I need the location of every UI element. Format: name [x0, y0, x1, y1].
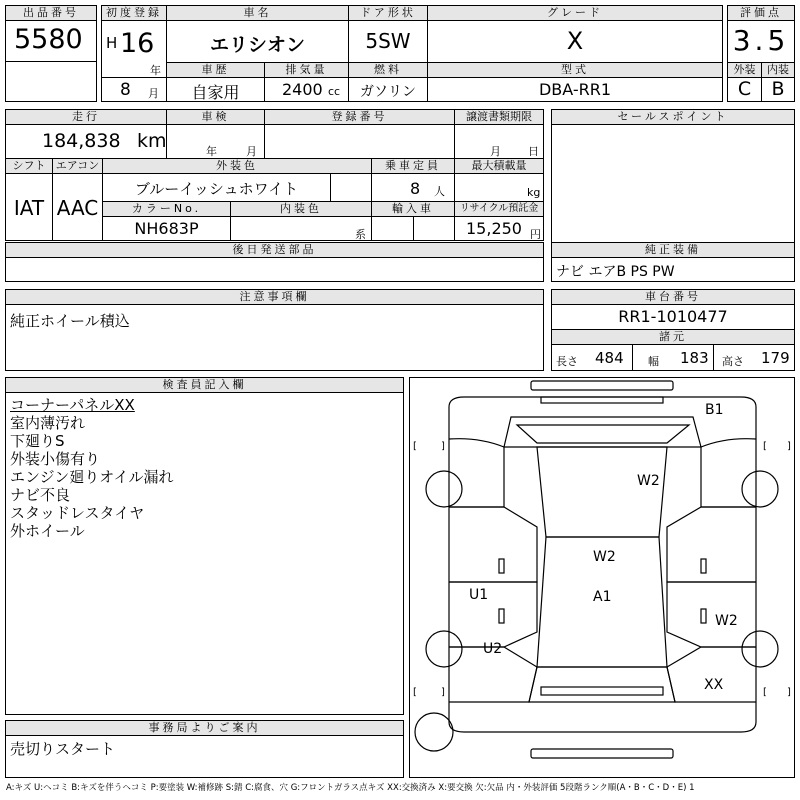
bracket-right-top-close: ] — [787, 441, 791, 452]
rear-lip — [531, 749, 673, 758]
inspector-line: スタッドレスタイヤ — [10, 504, 145, 522]
capacity-unit: 人 — [434, 185, 445, 198]
inspection-label: 車検 — [166, 109, 265, 125]
transfer-month: 月 — [490, 145, 501, 158]
length: 484 — [595, 349, 624, 367]
mirror-left — [499, 559, 504, 573]
rear-bumper — [541, 687, 663, 695]
inspector-line: コーナーパネルXX — [10, 396, 135, 414]
wheel-rear-right — [742, 631, 778, 667]
left-rear-door — [449, 582, 537, 647]
mirror-left-rear — [499, 609, 504, 623]
color-label: 外装色 — [102, 158, 372, 174]
sales-point-cell — [551, 124, 795, 243]
left-front-door — [449, 507, 537, 582]
inspector-line: ナビ不良 — [10, 486, 71, 504]
roof — [537, 447, 667, 537]
model-label: 型式 — [427, 62, 723, 78]
bracket-left-top: [ — [413, 441, 417, 452]
score-label: 評価点 — [727, 5, 795, 21]
max-load-unit: kg — [527, 186, 541, 199]
dims-label: 諸元 — [551, 329, 795, 345]
mirror-right — [701, 559, 706, 573]
displacement: 2400 — [282, 80, 323, 99]
notes-label: 注意事項欄 — [5, 289, 544, 305]
shift: IAT — [13, 196, 45, 220]
front-bumper — [531, 381, 673, 390]
height: 179 — [761, 349, 790, 367]
recycle-label: リサイクル預託金 — [454, 201, 544, 217]
mileage-unit: km — [137, 130, 167, 152]
windshield — [517, 425, 689, 443]
wheel-front-left — [426, 471, 462, 507]
reg-no-cell — [264, 124, 455, 159]
equipment-label: 純正装備 — [551, 242, 795, 258]
capacity-label: 乗車定員 — [371, 158, 455, 174]
interior-grade: B — [771, 78, 785, 100]
inspector-line: 下廻りS — [10, 432, 65, 450]
front-right-fender — [701, 439, 756, 507]
exterior-label: 外装 — [727, 62, 762, 78]
later-parts-cell — [5, 257, 544, 282]
year-unit: 年 — [150, 64, 161, 77]
car-diagram — [409, 377, 795, 778]
inspector-line: 外装小傷有り — [10, 450, 101, 468]
office-text: 売切りスタート — [10, 740, 116, 758]
reg-year: 16 — [120, 28, 155, 59]
color-no-label: カラーNo. — [102, 201, 231, 217]
width-label: 幅 — [648, 355, 659, 368]
lot-label: 出品番号 — [5, 5, 97, 21]
bracket-left-bottom-close: ] — [441, 687, 445, 698]
import-label: 輸入車 — [371, 201, 455, 217]
transfer-day: 日 — [528, 145, 539, 158]
inspector-notes — [10, 396, 174, 540]
length-label: 長さ — [556, 355, 578, 368]
month-unit: 月 — [148, 87, 159, 100]
insp-month-unit: 月 — [246, 145, 257, 158]
spare-wheel — [415, 713, 453, 751]
width: 183 — [680, 349, 709, 367]
sales-point-label: セールスポイント — [551, 109, 795, 125]
displacement-label: 排気量 — [264, 62, 349, 78]
legend: A:キズ U:ヘコミ B:キズを伴うヘコミ P:要塗装 W:補修跡 S:錆 C:腐食、穴 G:フロントガラス点キズ XX:交換済み X:要交換 欠:欠品 内・外装評価 5段階ランク順(A・B・C・D・E) 1 — [6, 783, 695, 793]
grade: X — [566, 27, 584, 55]
mileage-label: 走行 — [5, 109, 167, 125]
bracket-right-top: [ — [763, 441, 767, 452]
int-color-unit: 系 — [355, 228, 366, 241]
first-reg-label: 初度登録 — [101, 5, 167, 21]
car-name: エリシオン — [209, 34, 305, 56]
door-label: ドア形状 — [348, 5, 428, 21]
wheel-front-right — [742, 471, 778, 507]
reg-no-label: 登録番号 — [264, 109, 455, 125]
lot-blank-cell — [5, 61, 97, 102]
history-label: 車歴 — [166, 62, 265, 78]
right-rear-door — [667, 582, 756, 647]
import-cell-a — [371, 216, 414, 241]
ac: AAC — [56, 196, 99, 220]
inspector-line: エンジン廻りオイル漏れ — [10, 468, 174, 486]
later-parts-label: 後日発送部品 — [5, 242, 544, 258]
mark-w2-rear: W2 — [715, 613, 738, 629]
ac-label: エアコン — [52, 158, 103, 174]
wheel-rear-left — [426, 631, 462, 667]
bracket-left-bottom: [ — [413, 687, 417, 698]
lot-number: 5580 — [14, 24, 83, 55]
max-load-label: 最大積載量 — [454, 158, 544, 174]
int-color-cell — [230, 216, 372, 241]
right-front-door — [667, 507, 756, 582]
grade-label: グレード — [427, 5, 723, 21]
transfer-label: 譲渡書類期限 — [454, 109, 544, 125]
rear-gate — [529, 667, 675, 702]
interior-label: 内装 — [761, 62, 795, 78]
inspector-line: 外ホイール — [10, 522, 85, 540]
era: H — [106, 34, 118, 52]
color: ブルーイッシュホワイト — [134, 180, 299, 198]
color-blank-cell — [330, 173, 372, 202]
insp-year-unit: 年 — [206, 145, 217, 158]
import-cell-b — [413, 216, 455, 241]
bracket-right-bottom: [ — [763, 687, 767, 698]
mileage: 184,838 — [42, 130, 121, 152]
bracket-left-top-close: ] — [441, 441, 445, 452]
model: DBA-RR1 — [538, 80, 612, 99]
height-label: 高さ — [722, 355, 744, 368]
reg-month: 8 — [120, 80, 131, 100]
bracket-right-bottom-close: ] — [787, 687, 791, 698]
score: 3.5 — [732, 24, 790, 57]
door-type: 5SW — [365, 29, 411, 53]
exterior-grade: C — [737, 78, 752, 100]
inspector-line: 室内薄汚れ — [10, 414, 86, 432]
displacement-unit: cc — [328, 85, 341, 98]
color-no: NH683P — [134, 219, 199, 238]
front-left-fender — [449, 439, 504, 507]
inspector-label: 検査員記入欄 — [5, 377, 404, 393]
equipment: ナビ エアB PS PW — [556, 264, 675, 280]
mark-w2-roof: W2 — [593, 549, 616, 565]
chassis-number: RR1-1010477 — [618, 307, 728, 326]
history: 自家用 — [191, 83, 240, 102]
mark-u1: U1 — [469, 587, 489, 603]
car-name-label: 車名 — [166, 5, 349, 21]
mark-w2-hood: W2 — [637, 473, 660, 489]
int-color-label: 内装色 — [230, 201, 372, 217]
notes-text: 純正ホイール積込 — [10, 312, 130, 330]
office-label: 事務局よりご案内 — [5, 720, 404, 736]
mirror-right-rear — [701, 609, 706, 623]
mark-u2: U2 — [483, 641, 503, 657]
mark-a1: A1 — [593, 589, 612, 605]
capacity: 8 — [410, 179, 421, 198]
mark-xx: XX — [704, 677, 724, 693]
fuel: ガソリン — [360, 84, 416, 100]
mark-b1: B1 — [705, 402, 724, 418]
chassis-label: 車台番号 — [551, 289, 795, 305]
recycle-unit: 円 — [530, 228, 541, 241]
fuel-label: 燃料 — [348, 62, 428, 78]
front-lip — [541, 397, 663, 403]
shift-label: シフト — [5, 158, 53, 174]
recycle: 15,250 — [466, 219, 522, 238]
